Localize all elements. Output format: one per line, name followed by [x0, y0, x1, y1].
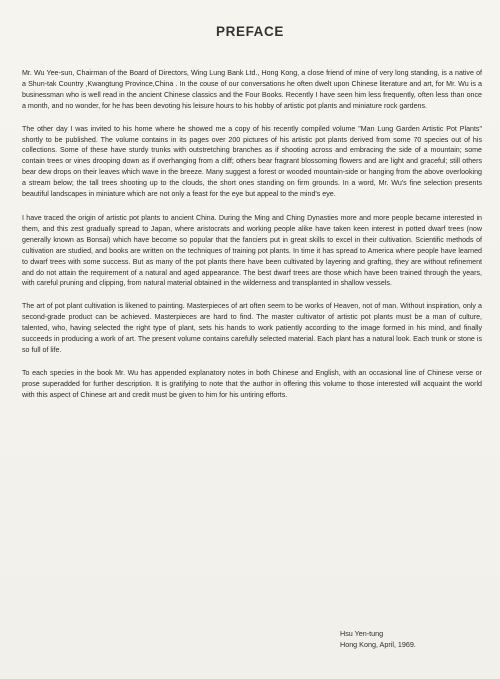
signature-place-date: Hong Kong, April, 1969.: [340, 639, 416, 649]
page-title: PREFACE: [216, 24, 284, 39]
signature-name: Hsu Yen-tung: [340, 629, 384, 638]
preface-body: [22, 68, 482, 412]
paragraph-4: The art of pot plant cultivation is likened to painting. Masterpieces of art often seem to be works of Heaven, not of man. Without inspiration, only a second-grade product can be achieved. Masterpieces are hard to find. The master cultivator of artistic pot plants must be a man of culture, talented, who, having selected the right type of plant, sets his hands to work patiently according to the image formed in his mind, and finally succeeds in producing a work of art. The present volume contains carefully selected material. Each plant has a natural look. Each trunk or stone is so full of life.: [22, 302, 482, 354]
paragraph-2: The other day I was invited to his home where he showed me a copy of his recently compiled volume "Man Lung Garden Artistic Pot Plants" shortly to be published. The volume contains in its pages over 200 pictures of his artistic pot plants derived from some 70 species out of his collections. Some of these have sturdy trunks with outstretching branches as if shooting across and embracing the side of a mountain; some contain trees or vines drooping down as if overhanging from a cliff; others bear fragrant blossoming flowers and are light and graceful; still others bear dew drops on their leaves which wave in the breeze. Many suggest a forest or wooded mountain-side or hanging from the above overlooking a stream below; the tall trees shooting up to the clouds, the short ones standing on firm grounds. In a word, Mr. Wu's fine selection presents beautiful landscapes in miniature which are not only a feast for the eye but appeal to the mind's eye.: [22, 124, 482, 199]
paragraph-5: To each species in the book Mr. Wu has appended explanatory notes in both Chinese and English, with an occasional line of Chinese verse or prose superadded for further description. It is gratifying to note that the author in offering this volume to those interested will acquaint the world with this aspect of Chinese art and credit must be given to him for his untiring efforts.: [22, 368, 482, 399]
paragraph-1: Mr. Wu Yee-sun, Chairman of the Board of Directors, Wing Lung Bank Ltd., Hong Kong, a close friend of mine of very long standing, is a native of a Shun-tak Country ,Kwangtung Province,China . In the couse of our conversations he often dwelt upon Chinese literature and art, for Mr. Wu is a businessman who is well read in the ancient Chinese classics and the Four Books. Recently I have seen him less frequently, often less than once a month, and no wonder, for he has been devoting his leisure hours to his hobby of artistic pot plants and miniature rock gardens.: [22, 69, 482, 110]
signature-block: [340, 629, 416, 650]
paragraph-3: I have traced the origin of artistic pot plants to ancient China. During the Ming and Ching Dynasties more and more people became interested in them, and this zest gradually spread to Japan, where aristocrats and working people alike have taken keen interest in potted dwarf trees (now generally known as Bonsai) which have become so popular that the fanciers put in great skills to excel in their cultivation. Scientific methods of cultivation are studied, and books are written on the techniques of training pot plants. In time it has spread to America where people have learned to dwarf trees with some success. But as many of the pot plants there have been cultivated by layering and grafting, they are without refinement and do not attain the requirement of a natural and aged appearance. The best dwarf trees are those which have been trained through the years, with careful pruning and clipping, from natural material obtained in the wilderness and transplanted in shallow vessels.: [22, 213, 482, 288]
